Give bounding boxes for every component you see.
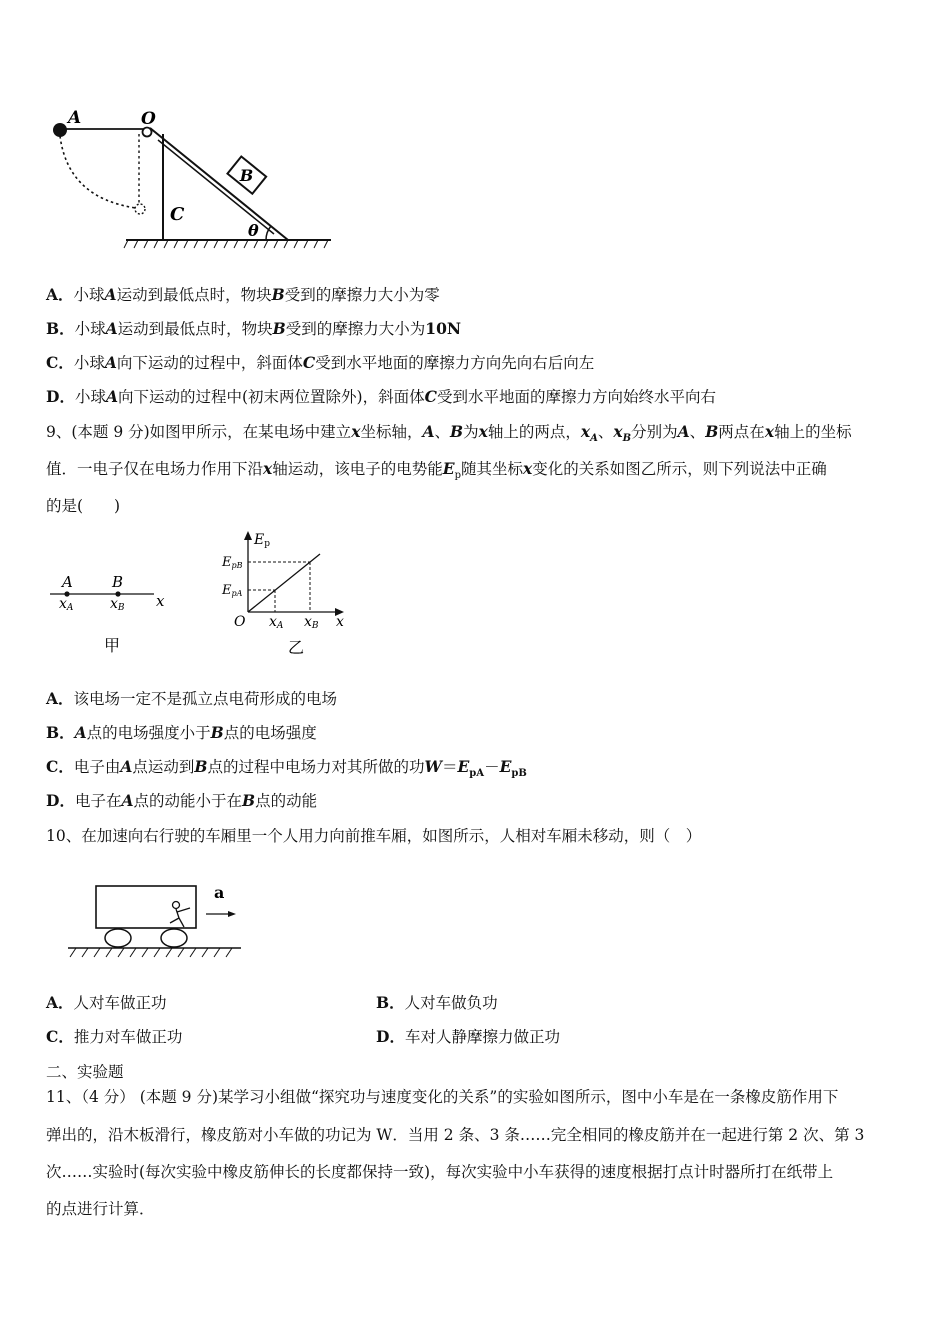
label-xB: xB xyxy=(110,596,125,613)
swing-path-dashed xyxy=(60,136,136,208)
var-x: x xyxy=(478,422,488,441)
option-text: 受到的摩擦力大小为 xyxy=(285,320,426,338)
text: 、 xyxy=(597,423,614,441)
y-axis-arrow-icon xyxy=(244,531,252,540)
ball-A-icon xyxy=(53,123,67,137)
option-text: 电子由 xyxy=(73,758,121,776)
var-xB: x xyxy=(613,422,623,441)
sub-B: B xyxy=(622,433,632,445)
option-key: A． xyxy=(46,993,74,1012)
incline-pendulum-figure xyxy=(46,106,346,256)
option-text: 受到的摩擦力大小为零 xyxy=(284,286,440,304)
q9-option-a xyxy=(46,688,337,710)
option-key: B． xyxy=(46,723,75,742)
option-key: C． xyxy=(46,757,74,776)
var-EpA: E xyxy=(457,757,470,776)
equals: ＝ xyxy=(441,758,458,776)
var-A: A xyxy=(105,319,118,338)
figure-yi-graph xyxy=(222,528,372,658)
ground-hatch xyxy=(124,240,328,248)
option-text: 推力对车做正功 xyxy=(73,1028,183,1046)
var-A: A xyxy=(120,757,133,776)
q10-option-c xyxy=(46,1026,182,1048)
sub-pA: pA xyxy=(469,768,485,780)
sub-p: p xyxy=(454,470,462,482)
option-key: D． xyxy=(46,387,75,406)
option-key: D． xyxy=(376,1027,405,1046)
label-B: B xyxy=(112,573,124,591)
var-W: W xyxy=(424,757,442,776)
option-key: C． xyxy=(46,1027,74,1046)
block-B-label: B xyxy=(239,166,254,186)
option-key: C． xyxy=(46,353,74,372)
var-B: B xyxy=(210,723,224,742)
text: 轴运动，该电子的电势能 xyxy=(272,460,443,478)
q9-stem-line-3 xyxy=(46,495,120,517)
ground-hatch xyxy=(70,948,232,957)
option-key: B． xyxy=(46,319,75,338)
var-x: x xyxy=(263,459,273,478)
q11-line-4: 的点进行计算． xyxy=(46,1200,155,1218)
section-heading: 二、实验题 xyxy=(46,1063,124,1081)
var-B: B xyxy=(194,757,208,776)
label-EpB: EpB xyxy=(222,555,243,570)
acceleration-arrow-head-icon xyxy=(228,911,236,917)
option-text: 电子在 xyxy=(74,792,122,810)
var-x: x xyxy=(351,422,361,441)
var-A: A xyxy=(104,285,117,304)
label-x: x xyxy=(156,592,165,610)
text: 、 xyxy=(434,423,450,441)
var-Ep: E xyxy=(442,459,455,478)
label-a: a xyxy=(214,883,225,902)
option-text: 小球 xyxy=(73,286,105,304)
text: 随其坐标 xyxy=(461,460,524,478)
label-EpA: EpA xyxy=(222,583,243,598)
label-A: A xyxy=(62,573,73,591)
q10-option-b xyxy=(376,992,498,1014)
var-A: A xyxy=(104,353,117,372)
q10-option-a xyxy=(46,992,167,1014)
option-text: 点运动到 xyxy=(132,758,195,776)
option-text: 点的电场强度小于 xyxy=(86,724,211,742)
var-A: A xyxy=(105,387,118,406)
q9-stem-line-1 xyxy=(46,421,852,450)
caption-jia: 甲 xyxy=(104,636,121,655)
q10-stem: 10、在加速向右行驶的车厢里一个人用力向前推车厢，如图所示，人相对车厢未移动，则（ ） xyxy=(46,827,702,845)
label-O: O xyxy=(234,614,246,630)
var-B: B xyxy=(450,422,464,441)
q8-option-b xyxy=(46,318,461,340)
q8-option-a xyxy=(46,284,440,306)
q9-stem-line-2 xyxy=(46,458,827,487)
text: 轴上的坐标 xyxy=(774,423,852,441)
q11-line-3: 次……实验时(每次实验中橡皮筋伸长的长度都保持一致)，每次实验中小车获得的速度根据打点计时器所打在纸带上 xyxy=(46,1163,834,1181)
option-text: 该电场一定不是孤立点电荷形成的电场 xyxy=(73,690,338,708)
q10-option-d xyxy=(376,1026,560,1048)
var-EpB: E xyxy=(499,757,512,776)
var-B: B xyxy=(705,422,719,441)
ep-line xyxy=(248,554,320,612)
option-text: 人对车做负功 xyxy=(404,994,498,1012)
text: 变化的关系如图乙所示，则下列说法中正确 xyxy=(532,460,827,478)
text: 分别为 xyxy=(631,423,678,441)
text: 轴上的两点， xyxy=(487,423,581,441)
var-A: A xyxy=(677,422,690,441)
var-A: A xyxy=(74,723,87,742)
option-key: A． xyxy=(46,689,74,708)
option-text: 人对车做正功 xyxy=(73,994,167,1012)
option-key: D． xyxy=(46,791,75,810)
option-text: 点的动能 xyxy=(255,792,318,810)
var-B: B xyxy=(242,791,256,810)
wheel-right-icon xyxy=(161,929,187,947)
q9-option-d xyxy=(46,790,317,812)
q11-line-1: 11、（4 分） (本题 9 分)某学习小组做“探究功与速度变化的关系”的实验如图所示，图中小车是在一条橡皮筋作用下 xyxy=(46,1088,839,1106)
option-text: 点的电场强度 xyxy=(223,724,317,742)
sub-pB: pB xyxy=(511,768,527,780)
option-text: 向下运动的过程中，斜面体 xyxy=(116,354,303,372)
label-x: x xyxy=(336,614,344,630)
option-text: 受到水平地面的摩擦力方向始终水平向右 xyxy=(436,388,716,406)
option-key: A． xyxy=(46,285,74,304)
q9-option-b xyxy=(46,722,317,744)
label-xA: xA xyxy=(59,596,74,613)
q8-option-d xyxy=(46,386,716,408)
label-O: O xyxy=(141,109,156,129)
caption-yi: 乙 xyxy=(288,638,305,657)
label-xB: xB xyxy=(304,614,319,631)
option-text: 运动到最低点时，物块 xyxy=(117,320,273,338)
option-text: 点的过程中电场力对其所做的功 xyxy=(207,758,425,776)
sub-A: A xyxy=(590,433,598,445)
cart-figure xyxy=(66,878,266,973)
option-text: 运动到最低点时，物块 xyxy=(116,286,272,304)
var-xA: x xyxy=(580,422,591,441)
label-Ep: Ep xyxy=(254,532,270,549)
option-text: 向下运动的过程中(初末两位置除外)，斜面体 xyxy=(118,388,425,406)
var-A: A xyxy=(121,791,134,810)
var-B: B xyxy=(271,285,285,304)
label-A: A xyxy=(68,108,82,128)
text: 为 xyxy=(463,423,479,441)
text: 的是( ) xyxy=(46,497,121,515)
q9-option-c xyxy=(46,756,527,785)
option-text: 小球 xyxy=(74,388,106,406)
q11-line-2: 弹出的，沿木板滑行，橡皮筋对小车做的功记为 W．当用 2 条、3 条……完全相同的橡皮筋并在一起进行第 2 次、第 3 xyxy=(46,1126,865,1144)
text: 两点在 xyxy=(718,423,765,441)
value-10N: 10N xyxy=(425,319,462,338)
option-text: 受到水平地面的摩擦力方向先向右后向左 xyxy=(315,354,595,372)
option-text: 点的动能小于在 xyxy=(133,792,243,810)
option-text: 小球 xyxy=(74,320,106,338)
q8-option-c xyxy=(46,352,594,374)
var-x: x xyxy=(764,422,775,441)
var-C: C xyxy=(424,387,437,406)
figure-jia xyxy=(46,572,186,655)
minus: － xyxy=(484,758,500,776)
ball-lowest-dashed-icon xyxy=(135,204,145,214)
wheel-left-icon xyxy=(105,929,131,947)
option-key: B． xyxy=(376,993,405,1012)
text: 9、(本题 9 分)如图甲所示，在某电场中建立 xyxy=(46,423,352,441)
text: 值．一电子仅在电场力作用下沿 xyxy=(46,460,264,478)
var-A: A xyxy=(422,422,435,441)
label-theta: θ xyxy=(248,221,259,240)
text: 坐标轴， xyxy=(360,423,423,441)
label-C: C xyxy=(170,204,185,225)
label-xA: xA xyxy=(269,614,284,631)
option-text: 小球 xyxy=(73,354,105,372)
option-text: 车对人静摩擦力做正功 xyxy=(404,1028,560,1046)
var-x: x xyxy=(523,459,533,478)
var-B: B xyxy=(272,319,286,338)
text: 、 xyxy=(689,423,706,441)
var-C: C xyxy=(302,353,316,372)
